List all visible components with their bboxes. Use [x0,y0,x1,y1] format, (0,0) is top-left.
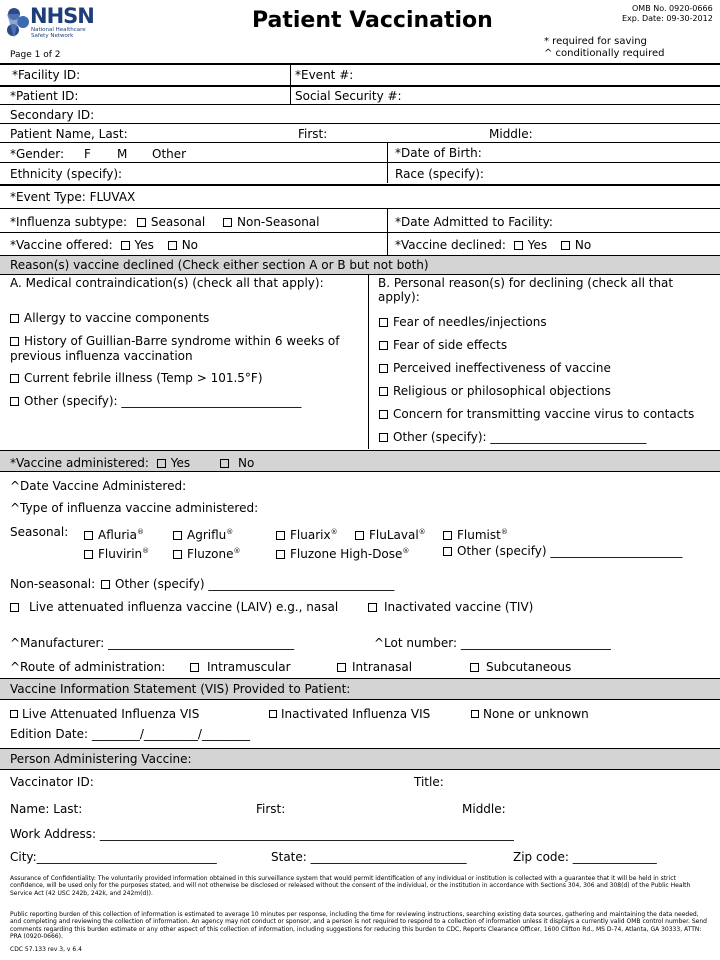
vis-live-attenuated-checkbox[interactable] [10,710,18,718]
flulaval-checkbox[interactable] [355,531,364,540]
burden-statement: Public reporting burden of this collection of information is estimated to average 10 minutes per response, including the time for reviewing instructions, searching existing data sources, gathering and maintaining the data needed, and completing and reviewing the collection of information. An agency may not conduct or sponsor, and a person is not required to respond to a collection of information unless it displays a currently valid OMB control number. Send comments regarding this burden estimate or any other aspect of this collection of information, including suggestions for reducing this burden to CDC, Reports Clearance Officer, 1600 Clifton Rd., MS D-74, Atlanta, GA 30333, ATTN: PRA (0920-0666). [10,911,707,941]
event-number-label: *Event #: [295,68,354,82]
religious-objections-checkbox[interactable] [379,387,388,396]
vaccinator-last-name-label: Name: Last: [10,802,83,816]
guillain-barre-item: History of Guillian-Barre syndrome within 6 weeks of [10,334,339,348]
guillain-barre-checkbox[interactable] [10,337,19,346]
seasonal-other-option: Other (specify) ______________________ [443,544,682,558]
vis-heading: Vaccine Information Statement (VIS) Provided to Patient: [10,682,351,696]
logo-text: NHSN [30,4,94,28]
vis-none-checkbox[interactable] [471,710,479,718]
secondary-id-label: Secondary ID: [10,108,95,122]
fluzone-checkbox[interactable] [173,550,182,559]
personal-reasons-heading: B. Personal reason(s) for declining (check all that [378,276,674,290]
fluzone-high-dose-option: Fluzone High-Dose® [276,544,409,561]
non-seasonal-checkbox[interactable] [223,218,232,227]
non-seasonal-other-field[interactable]: Other (specify) _______________________________ [115,577,395,591]
fluarix-option: Fluarix® [276,525,338,542]
intranasal-option: Intranasal [337,660,412,674]
intranasal-checkbox[interactable] [337,663,346,672]
fluvirin-checkbox[interactable] [84,550,93,559]
logo-subtitle-1: National Healthcare [31,27,86,33]
state-field[interactable]: State: __________________________ [271,850,467,864]
seasonal-option: Seasonal [150,215,206,229]
flulaval-option: FluLaval® [355,525,426,542]
declined-reasons-heading: Reason(s) vaccine declined (Check either section A or B but not both) [10,258,429,272]
febrile-illness-checkbox[interactable] [10,374,19,383]
gender-option-other[interactable]: Other [152,147,187,161]
gender-option-f[interactable]: F [84,147,91,161]
offered-yes-option: Yes [134,238,154,252]
subcutaneous-option: Subcutaneous [470,660,571,674]
offered-no-checkbox[interactable] [168,241,177,250]
work-address-field[interactable]: Work Address: _____________________________________________________________________ [10,827,514,841]
personal-other-item: Other (specify): __________________________ [379,430,646,444]
non-seasonal-other-checkbox[interactable] [101,580,110,589]
offered-no-option: No [181,238,199,252]
allergy-item: Allergy to vaccine components [10,311,209,325]
medical-other-checkbox[interactable] [10,397,19,406]
allergy-checkbox[interactable] [10,314,19,323]
medical-other-item: Other (specify): ______________________________ [10,394,301,408]
administered-no-option: No [237,456,255,470]
intramuscular-option: Intramuscular [190,660,291,674]
required-note: * required for saving [544,36,647,47]
non-seasonal-row [10,577,394,591]
vaccinator-first-name-label: First: [256,802,286,816]
ineffectiveness-checkbox[interactable] [379,364,388,373]
event-type-label: *Event Type: FLUVAX [10,190,136,204]
vis-edition-date-field[interactable]: Edition Date: ________/_________/________ [10,727,250,741]
religious-objections-item: Religious or philosophical objections [379,384,611,398]
conditional-note: ^ conditionally required [544,48,665,59]
form-title: Patient Vaccination [252,8,493,33]
fear-needles-checkbox[interactable] [379,318,388,327]
ineffectiveness-item: Perceived ineffectiveness of vaccine [379,361,611,375]
declined-no-checkbox[interactable] [561,241,570,250]
facility-id-label: *Facility ID: [12,68,81,82]
vis-none-option: None or unknown [471,707,589,721]
fluzone-high-dose-checkbox[interactable] [276,550,285,559]
influenza-subtype-label: *Influenza subtype: [10,215,128,229]
ethnicity-label: Ethnicity (specify): [10,167,123,181]
vaccine-offered-row [10,238,198,252]
vaccinator-middle-name-label: Middle: [462,802,506,816]
fluzone-option: Fluzone® [173,544,240,561]
form-number: CDC 57.133 rev 3, v 6.4 [10,946,82,953]
influenza-subtype-row [10,215,320,229]
non-seasonal-option: Non-Seasonal [237,215,320,229]
administered-yes-option: Yes [170,456,191,470]
page-number: Page 1 of 2 [10,50,61,60]
fluarix-checkbox[interactable] [276,531,285,540]
patient-last-name-label: Patient Name, Last: [10,127,128,141]
administered-yes-checkbox[interactable] [157,459,166,468]
transmission-concern-item: Concern for transmitting vaccine virus to contacts [379,407,694,421]
offered-yes-checkbox[interactable] [121,241,130,250]
zip-code-field[interactable]: Zip code: ______________ [513,850,657,864]
agriflu-option: Agriflu® [173,525,233,542]
inactivated-option: Inactivated vaccine (TIV) [368,600,533,614]
flumist-checkbox[interactable] [443,531,452,540]
guillain-barre-item-continued: previous influenza vaccination [10,349,193,363]
fear-needles-item: Fear of needles/injections [379,315,547,329]
logo-subtitle-2: Safety Network [31,33,74,39]
city-field[interactable]: City:______________________________ [10,850,217,864]
ssn-label: Social Security #: [295,89,402,103]
seasonal-vaccines-label: Seasonal: [10,525,69,539]
declined-yes-checkbox[interactable] [514,241,523,250]
medical-contraindication-heading: A. Medical contraindication(s) (check all that apply): [10,276,324,290]
administered-no-checkbox[interactable] [220,459,229,468]
vaccine-offered-label: *Vaccine offered: [10,238,113,252]
race-label: Race (specify): [395,167,484,181]
vaccine-declined-row [395,238,591,252]
date-admitted-label: *Date Admitted to Facility: [395,215,553,229]
laiv-checkbox[interactable] [10,603,19,612]
gender-option-m[interactable]: M [117,147,128,161]
vaccine-type-label: ^Type of influenza vaccine administered: [10,501,259,515]
lot-number-field[interactable]: ^Lot number: _________________________ [374,636,611,650]
fluvirin-option: Fluvirin® [84,544,149,561]
route-label: ^Route of administration: [10,660,166,674]
non-seasonal-label: Non-seasonal: [10,577,96,591]
expiration-date: Exp. Date: 09-30-2012 [622,14,713,23]
person-administering-heading: Person Administering Vaccine: [10,752,192,766]
patient-id-label: *Patient ID: [10,89,79,103]
date-of-birth-label: *Date of Birth: [395,146,482,160]
subcutaneous-checkbox[interactable] [470,663,479,672]
seasonal-checkbox[interactable] [137,218,146,227]
vaccine-administered-label: *Vaccine administered: [10,456,149,470]
agriflu-checkbox[interactable] [173,531,182,540]
intramuscular-checkbox[interactable] [190,663,199,672]
vaccinator-id-label: Vaccinator ID: [10,775,94,789]
seasonal-other-checkbox[interactable] [443,547,452,556]
vaccine-declined-label: *Vaccine declined: [395,238,506,252]
declined-yes-option: Yes [527,238,548,252]
vaccinator-title-label: Title: [414,775,444,789]
febrile-illness-item: Current febrile illness (Temp > 101.5°F) [10,371,263,385]
afluria-option: Afluria® [84,525,144,542]
vis-inactivated-checkbox[interactable] [269,710,277,718]
transmission-concern-checkbox[interactable] [379,410,388,419]
laiv-option: Live attenuated influenza vaccine (LAIV) e.g., nasal [10,600,338,614]
personal-reasons-heading-continued: apply): [378,290,420,304]
fear-side-effects-checkbox[interactable] [379,341,388,350]
personal-other-checkbox[interactable] [379,433,388,442]
afluria-checkbox[interactable] [84,531,93,540]
gender-label: *Gender: [10,147,65,161]
nhsn-logo [4,4,94,42]
date-administered-label: ^Date Vaccine Administered: [10,479,187,493]
patient-first-name-label: First: [298,127,328,141]
manufacturer-field[interactable]: ^Manufacturer: _______________________________ [10,636,295,650]
patient-middle-name-label: Middle: [489,127,533,141]
flumist-option: Flumist® [443,525,508,542]
vis-inactivated-option: Inactivated Influenza VIS [269,707,430,721]
vis-live-attenuated-option: Live Attenuated Influenza VIS [10,707,199,721]
inactivated-checkbox[interactable] [368,603,377,612]
omb-number: OMB No. 0920-0666 [632,4,713,13]
declined-no-option: No [574,238,592,252]
fear-side-effects-item: Fear of side effects [379,338,507,352]
confidentiality-notice: Assurance of Confidentiality: The voluntarily provided information obtained in this surveillance system that would permit identification of any individual or institution is collected with a guarantee that it will be held in strict confidence, will be used only for the purposes stated, and will not otherwise be disclosed or released without the consent of the individual, or the institution in accordance with Sections 304, 306 and 308(d) of the Public Health Service Act (42 USC 242b, 242k, and 242m(d)). [10,875,691,897]
vaccine-administered-row [10,456,254,470]
